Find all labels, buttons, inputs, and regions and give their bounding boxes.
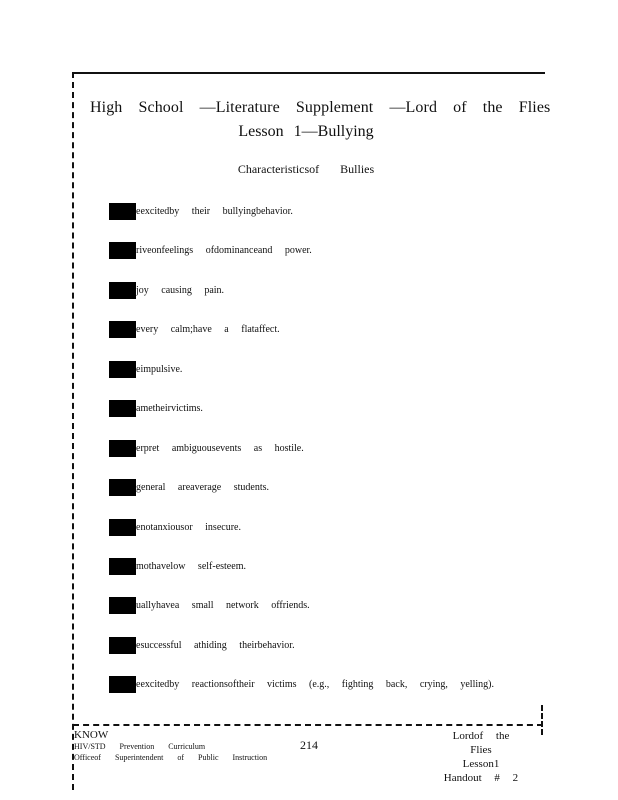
footer-program: KNOW [74, 729, 109, 741]
top-border [73, 72, 545, 74]
list-item [109, 281, 224, 299]
redaction-block [109, 203, 136, 220]
footer-office: Officeof Superintendent of Public Instruction [74, 753, 268, 762]
lesson-title: Lesson 1—Bullying [238, 123, 374, 140]
list-item [109, 596, 310, 614]
list-item [109, 360, 182, 378]
list-item-text: riveonfeelings ofdominanceand power. [136, 244, 312, 256]
list-item [109, 320, 280, 338]
list-item [109, 478, 269, 496]
list-item [109, 399, 203, 417]
list-item-text: eexcitedby their bullyingbehavior. [136, 205, 293, 217]
footer-handout: Handout # 2 [443, 772, 519, 784]
list-item-text: erpret ambiguousevents as hostile. [136, 442, 304, 454]
document-title: High School —Literature Supplement —Lord of the Flies [90, 99, 551, 116]
footer-book-title: Lordof the Flies [452, 730, 510, 756]
list-item-text: every calm;have a flataffect. [136, 323, 280, 335]
footer-divider [73, 724, 543, 726]
redaction-block [109, 676, 136, 693]
list-item [109, 675, 494, 693]
footer-curriculum: HIV/STD Prevention Curriculum [74, 742, 206, 751]
redaction-block [109, 597, 136, 614]
redaction-block [109, 361, 136, 378]
list-item [109, 636, 295, 654]
list-item-text: eexcitedby reactionsoftheir victims (e.g., fighting back, crying, yelling). [136, 678, 494, 690]
page-number: 214 [300, 738, 318, 752]
redaction-block [109, 282, 136, 299]
left-border [72, 72, 74, 790]
redaction-block [109, 558, 136, 575]
list-item-text: joy causing pain. [136, 284, 225, 296]
redaction-block [109, 242, 136, 259]
list-item-text: mothavelow self-esteem. [136, 560, 246, 572]
list-item-text: ametheirvictims. [136, 402, 203, 414]
footer-left [74, 729, 267, 763]
redaction-block [109, 440, 136, 457]
section-heading: Characteristicsof Bullies [237, 162, 375, 176]
redaction-block [109, 479, 136, 496]
list-item-text: uallyhavea small network offriends. [136, 599, 310, 611]
redaction-block [109, 637, 136, 654]
list-item-text: general areaverage students. [136, 481, 269, 493]
redaction-block [109, 519, 136, 536]
footer-lesson: Lesson1 [462, 758, 500, 770]
list-item [109, 557, 246, 575]
list-item [109, 518, 241, 536]
list-item-text: eimpulsive. [136, 363, 183, 375]
list-item [109, 241, 312, 259]
right-border [541, 705, 543, 735]
list-item [109, 439, 304, 457]
footer-right [436, 729, 526, 785]
list-item [109, 202, 293, 220]
list-item-text: enotanxiousor insecure. [136, 521, 241, 533]
redaction-block [109, 321, 136, 338]
list-item-text: esuccessful athiding theirbehavior. [136, 639, 295, 651]
redaction-block [109, 400, 136, 417]
